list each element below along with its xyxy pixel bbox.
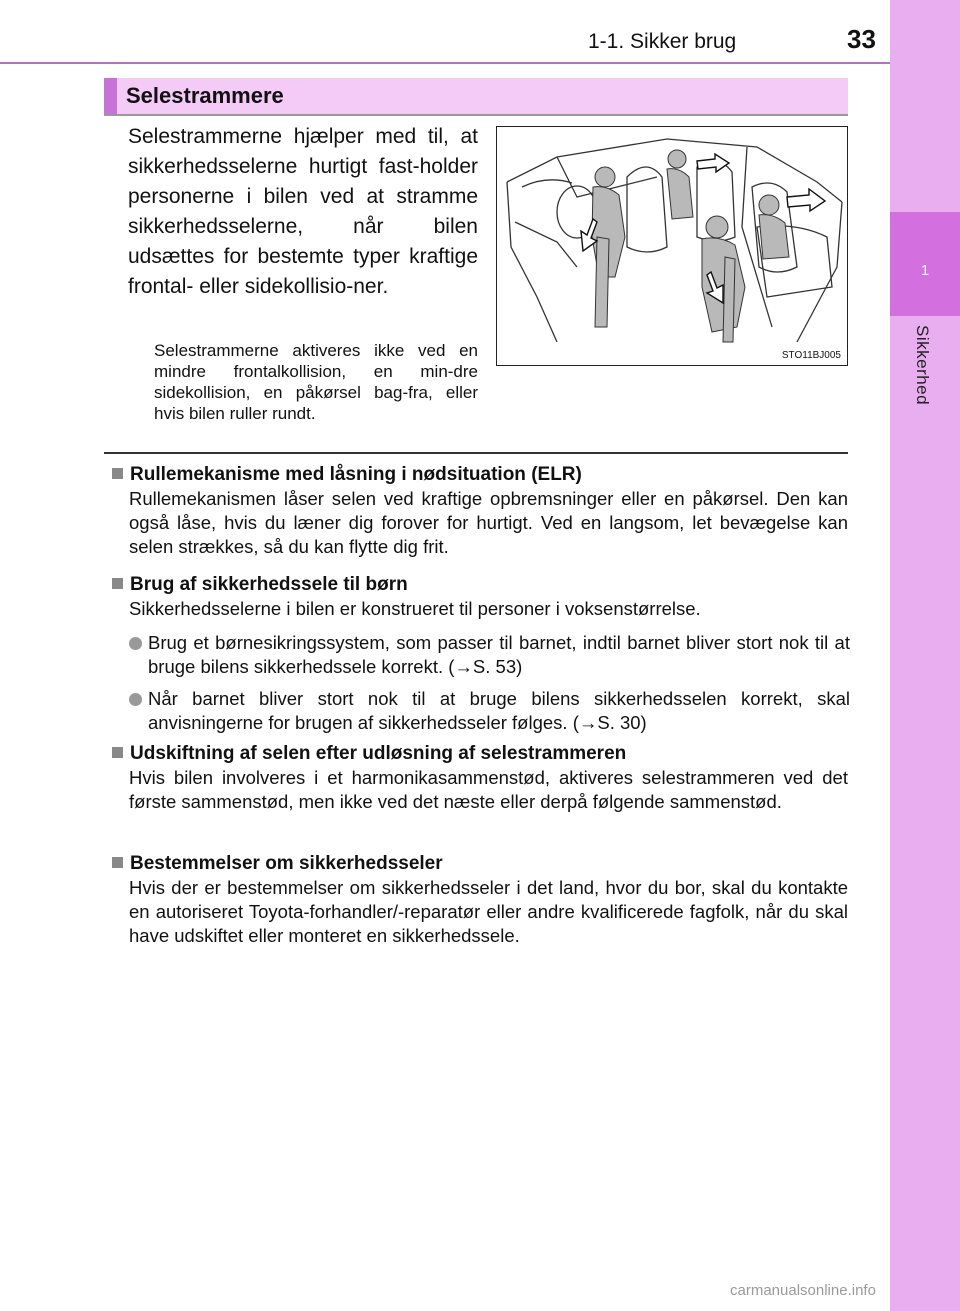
item-heading: Rullemekanisme med låsning i nødsituation (ELR) <box>130 464 582 485</box>
square-bullet-icon <box>112 468 123 479</box>
header-rule <box>0 62 890 64</box>
section-title: Selestrammere <box>126 83 284 108</box>
item-heading: Udskiftning af selen efter udløsning af selestrammeren <box>130 743 627 764</box>
car-interior-drawing <box>497 127 846 347</box>
bullet-text: Når barnet bliver stort nok til at bruge bilens sikkerhedsselen korrekt, skal anvisningerne for brugen af sikkerhedsseler følges. (→S. 30) <box>148 688 850 733</box>
info-item <box>112 852 848 948</box>
note-paragraph: Selestrammerne aktiveres ikke ved en mindre frontalkollision, en min-dre sidekollision, en påkørsel bag-fra, eller hvis bilen ruller rundt. <box>154 341 478 423</box>
intro-paragraph: Selestrammerne hjælper med til, at sikkerhedsselerne hurtigt fast-holder personerne i bilen ved at stramme sikkerhedsselerne, når bilen udsættes for bestemte typer kraftige frontal- eller sidekollisio-ner. <box>128 125 478 298</box>
item-body: Hvis bilen involveres i et harmonikasammenstød, aktiveres selestrammeren ved det første sammenstød, men ikke ved det næste eller derpå følgende sammenstød. <box>129 767 848 812</box>
square-bullet-icon <box>112 578 123 589</box>
item-body: Sikkerhedsselerne i bilen er konstrueret til personer i voksenstørrelse. <box>129 598 701 619</box>
chapter-label: Sikkerhed <box>913 325 932 406</box>
header-section-title: 1-1. Sikker brug <box>588 30 737 53</box>
square-bullet-icon <box>112 857 123 868</box>
chapter-number: 1 <box>920 262 930 279</box>
seatbelt-pretensioner-illustration <box>496 126 848 366</box>
item-body: Rullemekanismen låser selen ved kraftige opbremsninger eller en påkørsel. Den kan også låse, hvis du læner dig forover for hurtigt. Ved en langsom, let bevægelse kan selen strækkes, så du kan flytte dig frit. <box>129 488 848 557</box>
section-divider <box>104 452 848 454</box>
list-item <box>129 631 850 679</box>
item-body: Hvis der er bestemmelser om sikkerhedsseler i det land, hvor du bor, skal du kontakte en autoriseret Toyota-forhandler/-reparatør eller andre kvalificerede fagfolk, når du skal have udskiftet eller monteret en sikkerhedssele. <box>129 877 848 946</box>
info-item <box>112 573 848 621</box>
page-number: 33 <box>847 24 876 54</box>
info-item <box>112 463 848 559</box>
watermark: carmanualsonline.info <box>730 1282 876 1299</box>
bullet-text: Brug et børnesikringssystem, som passer til barnet, indtil barnet bliver stort nok til at bruge bilens sikkerhedssele korrekt. (→S. 53) <box>148 632 850 677</box>
round-bullet-icon <box>129 693 142 706</box>
square-bullet-icon <box>112 747 123 758</box>
item-heading: Brug af sikkerhedssele til børn <box>130 574 408 595</box>
section-underline <box>104 114 848 116</box>
round-bullet-icon <box>129 637 142 650</box>
info-item <box>112 742 848 814</box>
chapter-sidebar <box>890 0 960 1311</box>
list-item <box>129 687 850 735</box>
item-heading: Bestemmelser om sikkerhedsseler <box>130 853 443 874</box>
figure-code: STO11BJ005 <box>781 350 841 361</box>
